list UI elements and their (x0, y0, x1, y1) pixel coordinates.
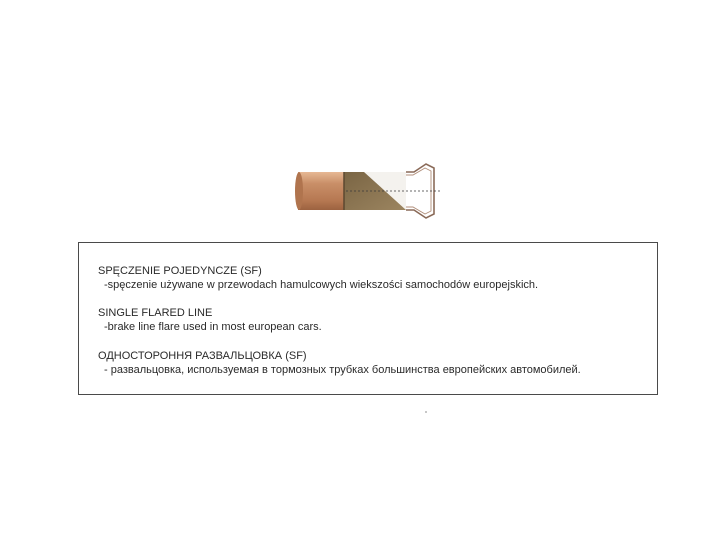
entry-description-russian: - развальцовка, используемая в тормозных трубках большинства европейских автомобилей. (104, 364, 581, 376)
entry-english (98, 306, 322, 334)
stray-dot (425, 411, 427, 413)
entry-description-polish: -spęczenie używane w przewodach hamulcowych wiekszości samochodów europejskich. (104, 279, 539, 291)
entry-russian (98, 349, 581, 377)
entry-heading-english: SINGLE FLARED LINE (98, 307, 213, 319)
description-box (78, 242, 658, 395)
entry-heading-polish: SPĘCZENIE POJEDYNCZE (SF) (98, 265, 262, 277)
entry-description-english: -brake line flare used in most european cars. (104, 321, 322, 333)
entry-heading-russian: ОДНОСТОРОННЯ РАЗВАЛЬЦОВКА (SF) (98, 350, 307, 362)
tube-body (298, 172, 346, 210)
single-flare-tube-illustration (292, 158, 442, 224)
tube-end (295, 172, 303, 210)
entry-polish (98, 264, 538, 292)
